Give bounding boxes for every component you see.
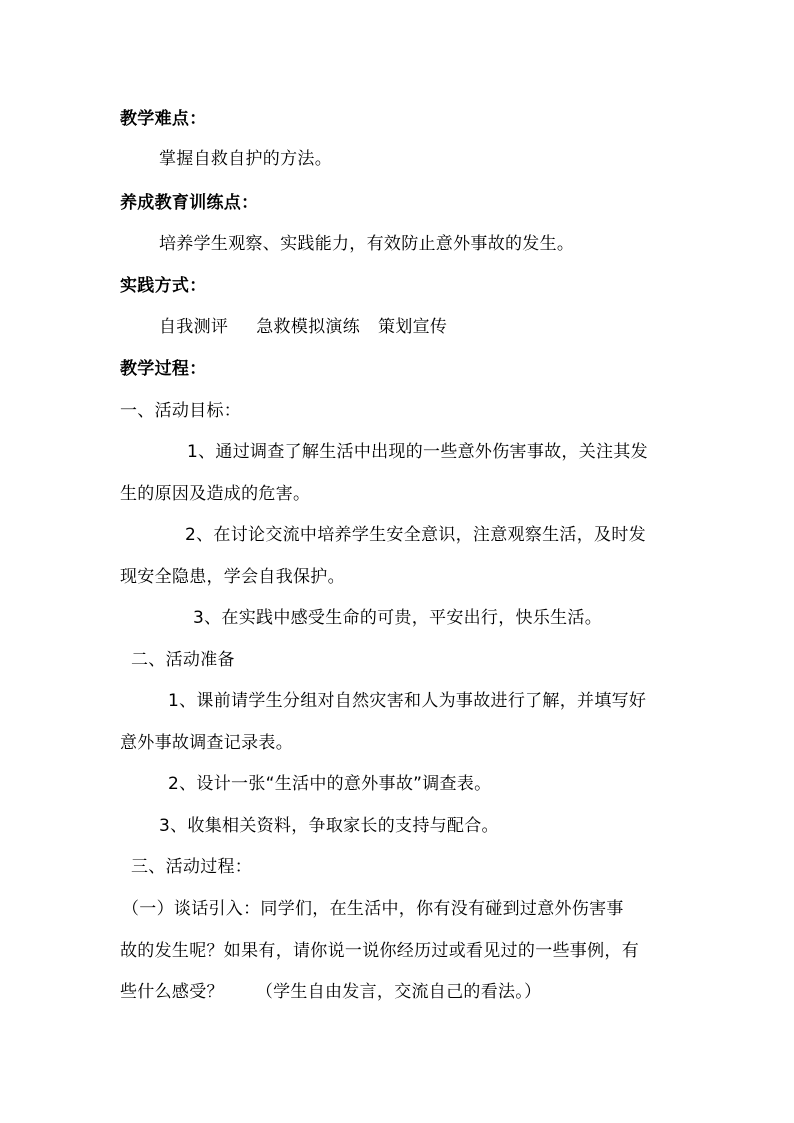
step-1-question: 些什么感受？: [120, 982, 224, 1002]
goal-3: 3、在实践中感受生命的可贵，平安出行，快乐生活。: [193, 608, 603, 628]
heading-teaching-difficulty: 教学难点：: [120, 109, 207, 129]
difficulty-text: 掌握自救自护的方法。: [159, 149, 332, 169]
section-title-preparation: 二、活动准备: [131, 650, 235, 670]
practice-item: 急救模拟演练: [256, 317, 361, 337]
practice-item: 自我测评: [159, 317, 229, 337]
prep-3: 3、收集相关资料，争取家长的支持与配合。: [159, 816, 499, 836]
step-1-line-2: 故的发生呢？如果有，请你说一说你经历过或看见过的一些事例，有: [120, 941, 639, 961]
step-1-line-1: （一）谈话引入：同学们，在生活中，你有没有碰到过意外伤害事: [122, 899, 624, 919]
prep-1-line-2: 意外事故调查记录表。: [120, 733, 293, 753]
training-text: 培养学生观察、实践能力，有效防止意外事故的发生。: [159, 234, 575, 254]
section-title-goals: 一、活动目标：: [120, 401, 242, 421]
heading-practice-method: 实践方式：: [120, 276, 207, 296]
step-1-note: （学生自由发言，交流自己的看法。）: [255, 982, 542, 1002]
goal-1-line-2: 生的原因及造成的危害。: [120, 484, 311, 504]
goal-2-line-2: 现安全隐患，学会自我保护。: [120, 567, 345, 587]
practice-methods: [159, 316, 447, 338]
goal-2-line-1: 2、在讨论交流中培养学生安全意识，注意观察生活，及时发: [185, 525, 646, 545]
section-title-process: 三、活动过程：: [131, 857, 253, 877]
practice-item: 策划宣传: [378, 317, 448, 337]
prep-1-line-1: 1、课前请学生分组对自然灾害和人为事故进行了解，并填写好: [168, 691, 647, 711]
heading-teaching-process: 教学过程：: [120, 359, 207, 379]
goal-1-line-1: 1、通过调查了解生活中出现的一些意外伤害事故，关注其发: [187, 442, 648, 462]
step-1-line-3: [120, 981, 541, 1003]
heading-training-point: 养成教育训练点：: [120, 193, 259, 213]
prep-2: 2、设计一张“生活中的意外事故”调查表。: [168, 774, 492, 794]
